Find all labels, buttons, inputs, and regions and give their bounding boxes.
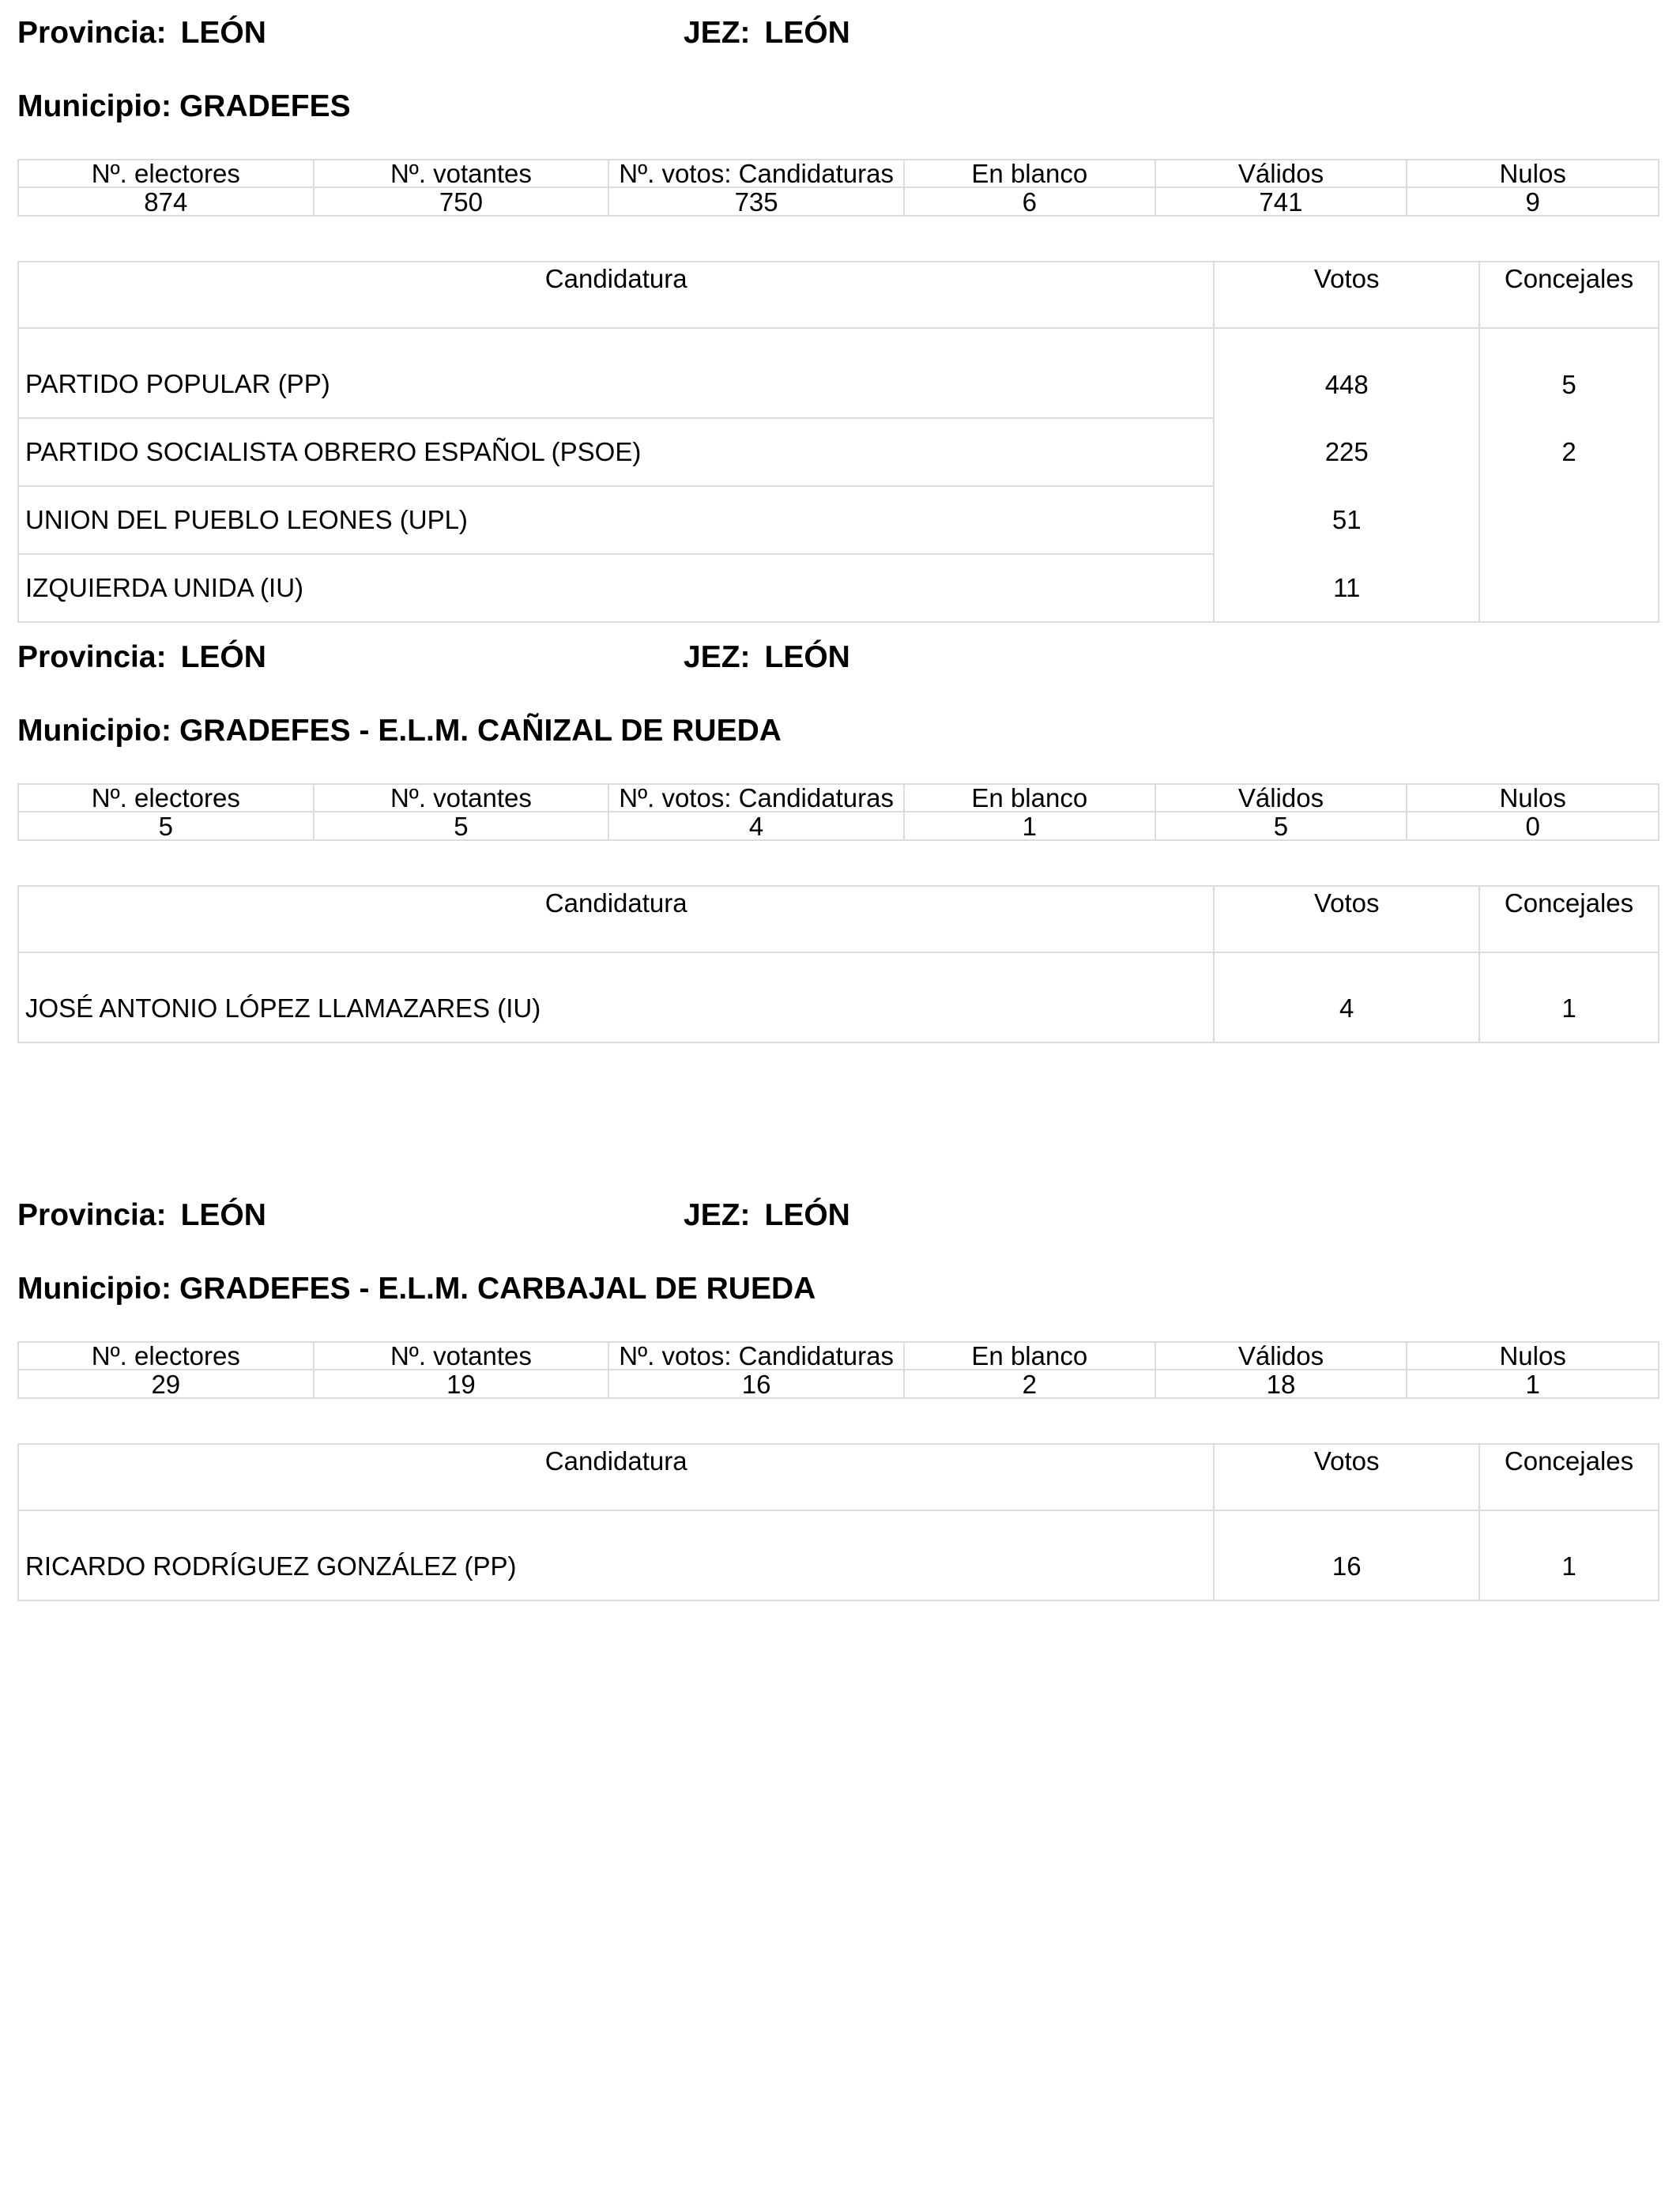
candidatura-name: JOSÉ ANTONIO LÓPEZ LLAMAZARES (IU) — [18, 952, 1214, 1042]
summary-value: 19 — [314, 1370, 609, 1398]
provincia-value: LEÓN — [180, 16, 266, 50]
summary-value: 4 — [608, 812, 904, 840]
candidatura-name: PARTIDO POPULAR (PP) — [18, 328, 1214, 418]
candidaturas-header-row — [18, 886, 1659, 952]
summary-value: 29 — [18, 1370, 314, 1398]
table-row — [18, 486, 1659, 554]
jez-value: LEÓN — [764, 16, 850, 50]
candidatura-concejales: 2 — [1479, 418, 1659, 486]
table-row — [18, 554, 1659, 622]
summary-header: Válidos — [1155, 784, 1407, 812]
summary-value: 1 — [904, 812, 1155, 840]
summary-header: Nulos — [1407, 784, 1659, 812]
votos-header: Votos — [1214, 886, 1479, 952]
summary-header: Nº. votos: Candidaturas — [608, 1342, 904, 1370]
candidaturas-table — [17, 885, 1659, 1043]
concejales-header: Concejales — [1479, 262, 1659, 328]
summary-value: 6 — [904, 187, 1155, 216]
summary-value-row — [18, 812, 1659, 840]
candidatura-votos: 4 — [1214, 952, 1479, 1042]
summary-value: 9 — [1407, 187, 1659, 216]
candidatura-votos: 448 — [1214, 328, 1479, 418]
candidatura-votos: 51 — [1214, 486, 1479, 554]
summary-value: 5 — [1155, 812, 1407, 840]
summary-header: Nº. electores — [18, 160, 314, 187]
table-row — [18, 328, 1659, 418]
jez-heading — [684, 640, 850, 675]
summary-header-row — [18, 784, 1659, 812]
provincia-label: Provincia: — [17, 16, 167, 50]
summary-header: Válidos — [1155, 160, 1407, 187]
candidatura-header: Candidatura — [18, 262, 1214, 328]
summary-value: 735 — [608, 187, 904, 216]
candidatura-concejales — [1479, 554, 1659, 622]
summary-header: Nulos — [1407, 1342, 1659, 1370]
summary-value: 874 — [18, 187, 314, 216]
candidaturas-table — [17, 261, 1659, 623]
summary-table — [17, 1341, 1659, 1399]
summary-value-row — [18, 187, 1659, 216]
summary-value: 5 — [314, 812, 609, 840]
jez-label: JEZ: — [684, 1198, 751, 1232]
provincia-value: LEÓN — [180, 640, 266, 674]
municipio-label: Municipio: — [17, 1272, 171, 1306]
table-row — [18, 952, 1659, 1042]
municipio-heading — [17, 1272, 816, 1306]
candidatura-concejales: 5 — [1479, 328, 1659, 418]
summary-header: Nº. votantes — [314, 1342, 609, 1370]
provincia-label: Provincia: — [17, 1198, 167, 1232]
table-row — [18, 1510, 1659, 1600]
summary-header: Válidos — [1155, 1342, 1407, 1370]
summary-header: Nº. electores — [18, 1342, 314, 1370]
summary-header: Nº. votos: Candidaturas — [608, 784, 904, 812]
votos-header: Votos — [1214, 262, 1479, 328]
jez-label: JEZ: — [684, 16, 751, 50]
summary-value: 741 — [1155, 187, 1407, 216]
concejales-header: Concejales — [1479, 886, 1659, 952]
candidaturas-header-row — [18, 1444, 1659, 1510]
candidatura-concejales: 1 — [1479, 952, 1659, 1042]
candidatura-votos: 225 — [1214, 418, 1479, 486]
provincia-heading — [17, 640, 266, 675]
municipio-value: GRADEFES - E.L.M. CARBAJAL DE RUEDA — [179, 1272, 816, 1306]
summary-header: En blanco — [904, 160, 1155, 187]
provincia-heading — [17, 16, 266, 51]
summary-value: 0 — [1407, 812, 1659, 840]
provincia-heading — [17, 1198, 266, 1233]
summary-header: Nº. electores — [18, 784, 314, 812]
summary-value: 16 — [608, 1370, 904, 1398]
summary-header: En blanco — [904, 784, 1155, 812]
summary-value: 2 — [904, 1370, 1155, 1398]
municipio-label: Municipio: — [17, 89, 171, 123]
summary-value: 18 — [1155, 1370, 1407, 1398]
concejales-header: Concejales — [1479, 1444, 1659, 1510]
votos-header: Votos — [1214, 1444, 1479, 1510]
candidatura-header: Candidatura — [18, 1444, 1214, 1510]
jez-heading — [684, 1198, 850, 1233]
summary-header: Nº. votos: Candidaturas — [608, 160, 904, 187]
provincia-value: LEÓN — [180, 1198, 266, 1232]
table-row — [18, 418, 1659, 486]
summary-header: Nº. votantes — [314, 784, 609, 812]
summary-value: 5 — [18, 812, 314, 840]
candidatura-name: PARTIDO SOCIALISTA OBRERO ESPAÑOL (PSOE) — [18, 418, 1214, 486]
candidatura-concejales — [1479, 486, 1659, 554]
summary-table — [17, 783, 1659, 841]
candidatura-header: Candidatura — [18, 886, 1214, 952]
summary-header-row — [18, 160, 1659, 187]
municipio-value: GRADEFES — [179, 89, 351, 123]
summary-header: En blanco — [904, 1342, 1155, 1370]
summary-value: 1 — [1407, 1370, 1659, 1398]
jez-heading — [684, 16, 850, 51]
summary-header: Nº. votantes — [314, 160, 609, 187]
summary-value: 750 — [314, 187, 609, 216]
jez-value: LEÓN — [764, 1198, 850, 1232]
summary-value-row — [18, 1370, 1659, 1398]
candidatura-votos: 16 — [1214, 1510, 1479, 1600]
municipio-heading — [17, 89, 351, 124]
jez-value: LEÓN — [764, 640, 850, 674]
municipio-value: GRADEFES - E.L.M. CAÑIZAL DE RUEDA — [179, 714, 782, 748]
candidatura-concejales: 1 — [1479, 1510, 1659, 1600]
provincia-label: Provincia: — [17, 640, 167, 674]
candidaturas-header-row — [18, 262, 1659, 328]
candidatura-name: UNION DEL PUEBLO LEONES (UPL) — [18, 486, 1214, 554]
municipio-heading — [17, 714, 782, 748]
municipio-label: Municipio: — [17, 714, 171, 748]
candidatura-name: IZQUIERDA UNIDA (IU) — [18, 554, 1214, 622]
summary-header: Nulos — [1407, 160, 1659, 187]
candidatura-votos: 11 — [1214, 554, 1479, 622]
summary-table — [17, 159, 1659, 217]
candidatura-name: RICARDO RODRÍGUEZ GONZÁLEZ (PP) — [18, 1510, 1214, 1600]
jez-label: JEZ: — [684, 640, 751, 674]
candidaturas-table — [17, 1443, 1659, 1601]
summary-header-row — [18, 1342, 1659, 1370]
